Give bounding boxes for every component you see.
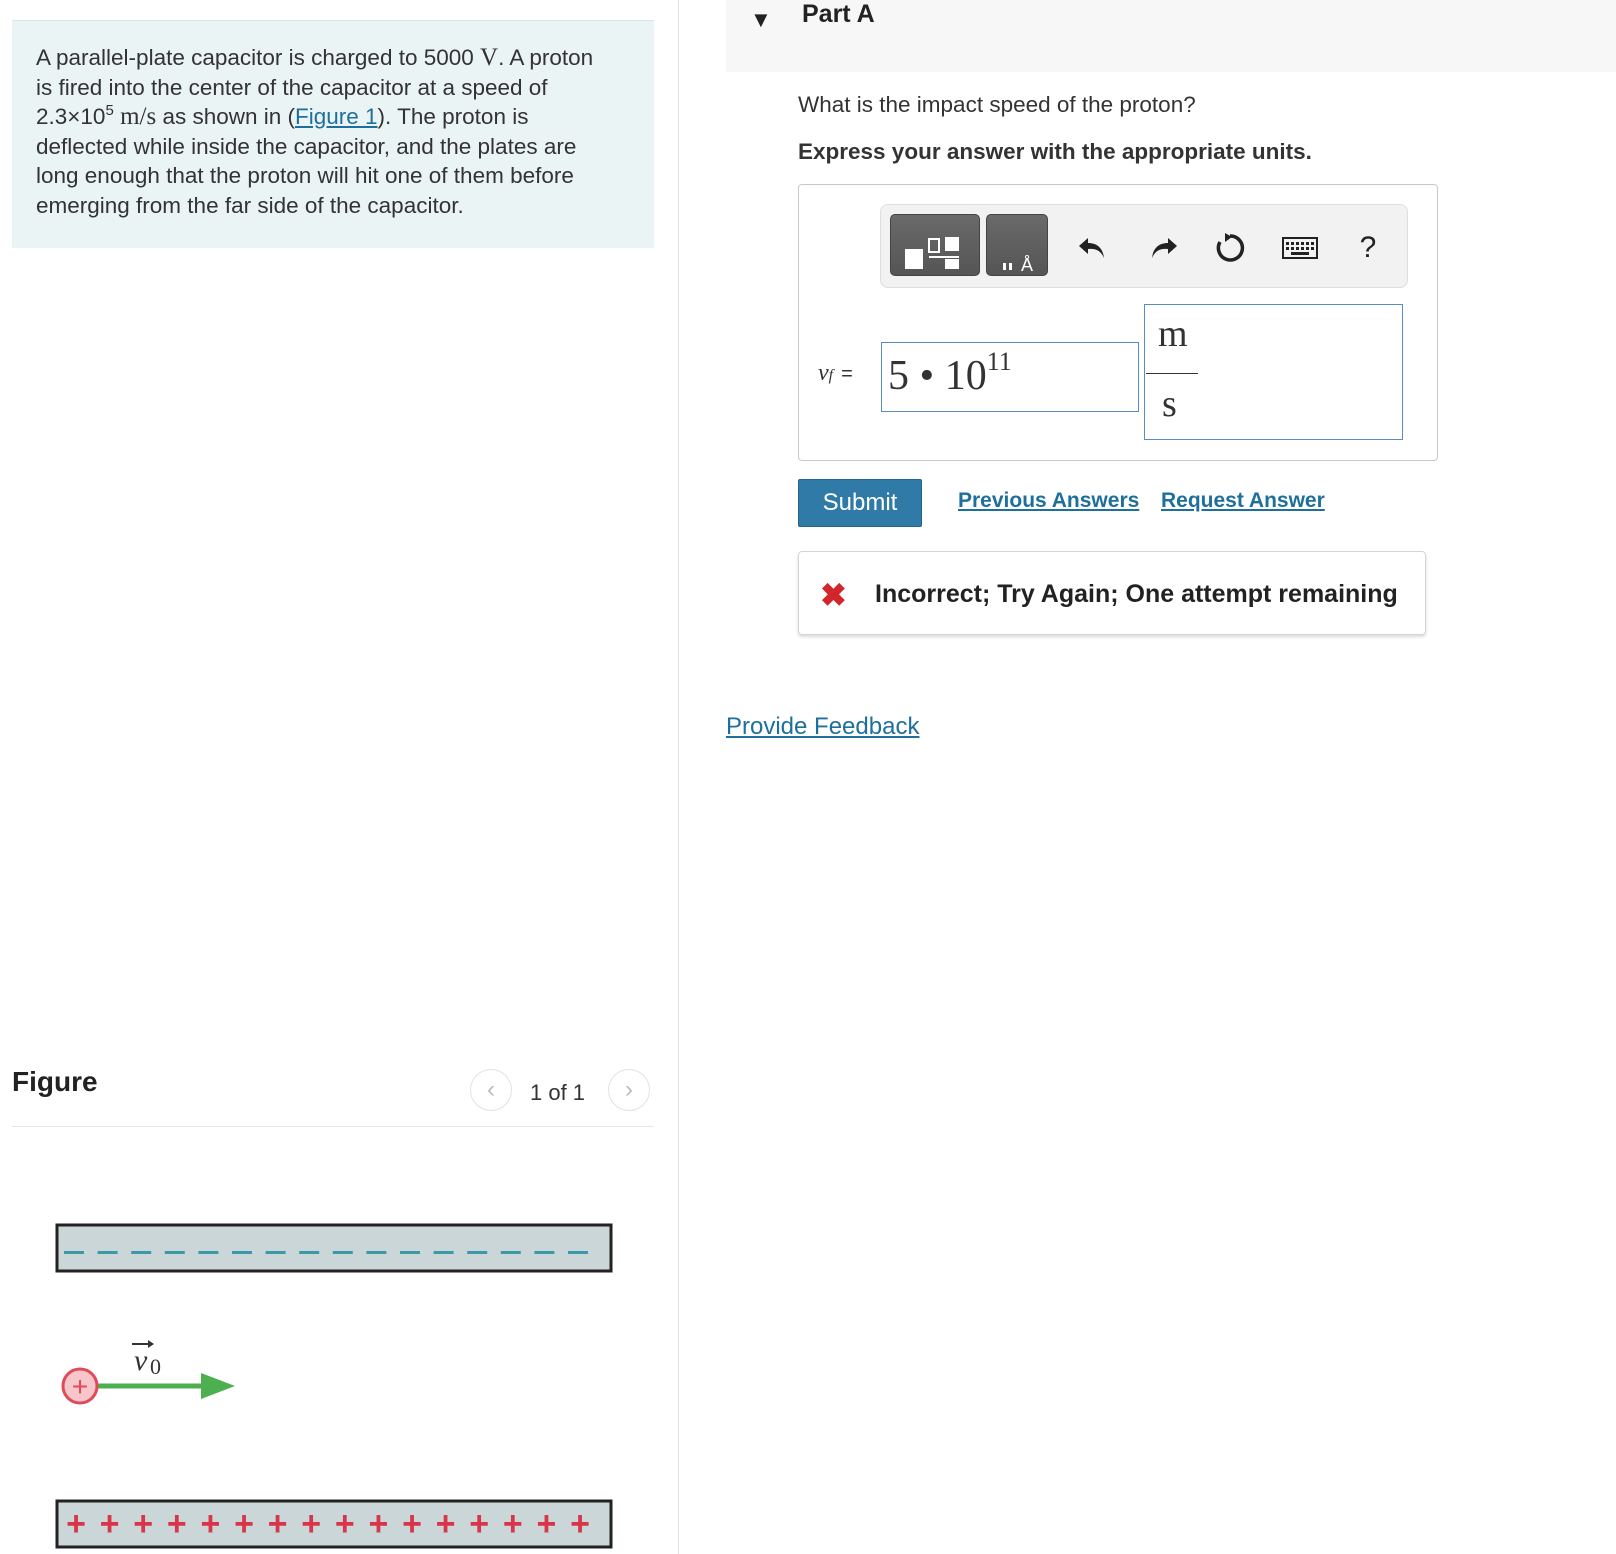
proton-sign: + <box>71 1371 89 1402</box>
help-button[interactable]: ? <box>1359 231 1377 264</box>
minus-sign <box>400 1251 420 1254</box>
plus-sign: + <box>570 1505 590 1543</box>
feedback-status: Incorrect; Try Again; One attempt remaining <box>875 580 1398 608</box>
minus-sign <box>165 1251 185 1254</box>
figure-divider <box>12 1126 654 1127</box>
problem-text: deflected while inside the capacitor, and the plates are <box>36 133 577 159</box>
minus-sign <box>534 1251 554 1254</box>
units-button[interactable] <box>986 214 1048 276</box>
templates-button[interactable] <box>890 214 980 276</box>
plus-sign: + <box>166 1505 187 1543</box>
negative-plate <box>57 1225 611 1271</box>
speed-unit: m/s <box>120 103 157 130</box>
x-icon: ✖ <box>820 577 847 613</box>
triangle-down-icon[interactable]: ▼ <box>750 7 772 32</box>
plus-sign: + <box>502 1505 523 1543</box>
variable-symbol: v <box>818 360 829 386</box>
plus-sign: + <box>267 1505 288 1543</box>
question-text: What is the impact speed of the proton? <box>798 92 1196 117</box>
problem-statement <box>12 20 654 248</box>
minus-sign <box>434 1251 454 1254</box>
left-pane <box>0 0 678 1554</box>
redo-icon[interactable] <box>1144 228 1184 268</box>
vector-arrow-head <box>148 1340 154 1348</box>
minus-sign <box>366 1251 386 1254</box>
plus-sign: + <box>234 1505 254 1543</box>
velocity-subscript: 0 <box>150 1354 161 1379</box>
velocity-arrow-head <box>201 1373 235 1399</box>
plus-sign: + <box>435 1505 456 1543</box>
previous-answers-link[interactable]: Previous Answers <box>958 489 1140 512</box>
minus-sign <box>501 1251 521 1254</box>
problem-text: long enough that the proton will hit one of them before <box>36 163 574 188</box>
minus-sign <box>467 1251 487 1254</box>
figure-next-button[interactable] <box>608 1069 650 1111</box>
problem-text: ). The proton is <box>377 104 529 129</box>
variable-subscript: f <box>828 367 834 384</box>
submit-button[interactable]: Submit <box>798 479 922 527</box>
problem-text: emerging from the far side of the capacitor. <box>36 192 464 218</box>
plus-sign: + <box>200 1505 221 1543</box>
capacitor-figure <box>48 1210 628 1554</box>
plus-sign: + <box>402 1505 422 1543</box>
svg-text:Å: Å <box>1020 255 1034 275</box>
keyboard-icon[interactable] <box>1278 228 1322 268</box>
plus-sign: + <box>133 1505 154 1543</box>
minus-sign <box>131 1251 151 1254</box>
exponent: 5 <box>105 101 114 119</box>
instruction-text: Express your answer with the appropriate units. <box>798 139 1312 164</box>
part-title[interactable]: Part A <box>802 0 875 28</box>
plus-sign: + <box>66 1505 86 1543</box>
plus-sign: + <box>536 1505 557 1543</box>
answer-variable <box>818 360 853 387</box>
plus-sign: + <box>99 1505 120 1543</box>
figure-title: Figure <box>12 1066 98 1097</box>
minus-sign <box>64 1251 84 1254</box>
minus-sign <box>266 1251 286 1254</box>
value-mantissa: 5 • 10 <box>888 353 987 399</box>
figure-count: 1 of 1 <box>530 1080 586 1105</box>
minus-sign <box>299 1251 319 1254</box>
undo-icon[interactable] <box>1072 228 1112 268</box>
voltage-unit: V <box>480 44 499 71</box>
fraction-bar <box>1146 373 1198 374</box>
unit-denominator: s <box>1162 383 1177 425</box>
minus-sign <box>333 1251 353 1254</box>
velocity-label: v <box>134 1344 148 1377</box>
problem-text: is fired into the center of the capacitor at a speed of <box>36 74 548 100</box>
problem-text: . A proton <box>498 45 594 70</box>
figure-prev-button[interactable] <box>470 1069 512 1111</box>
value-exponent: 11 <box>986 347 1012 376</box>
chevron-left-icon: ‹ <box>487 1076 495 1103</box>
minus-sign <box>232 1251 252 1254</box>
plus-sign: + <box>301 1505 322 1543</box>
problem-text: 2.3×10 <box>36 104 106 129</box>
chevron-right-icon: › <box>625 1076 633 1103</box>
plus-sign: + <box>469 1505 490 1543</box>
provide-feedback-link[interactable]: Provide Feedback <box>726 713 920 740</box>
value-input[interactable] <box>881 342 1139 412</box>
problem-text: as shown in ( <box>156 104 295 129</box>
figure-link[interactable]: Figure 1 <box>295 104 378 129</box>
units-icon <box>987 215 1049 277</box>
minus-sign <box>568 1251 588 1254</box>
plus-sign: + <box>368 1505 389 1543</box>
minus-sign <box>98 1251 118 1254</box>
request-answer-link[interactable]: Request Answer <box>1161 489 1325 512</box>
pane-divider <box>678 0 679 1554</box>
reset-icon[interactable] <box>1210 228 1250 268</box>
plus-sign: + <box>334 1505 355 1543</box>
minus-sign <box>198 1251 218 1254</box>
problem-text: A parallel-plate capacitor is charged to 5000 <box>36 45 481 70</box>
equals-sign: = <box>841 363 853 385</box>
unit-numerator: m <box>1158 313 1188 355</box>
templates-icon <box>891 215 981 277</box>
